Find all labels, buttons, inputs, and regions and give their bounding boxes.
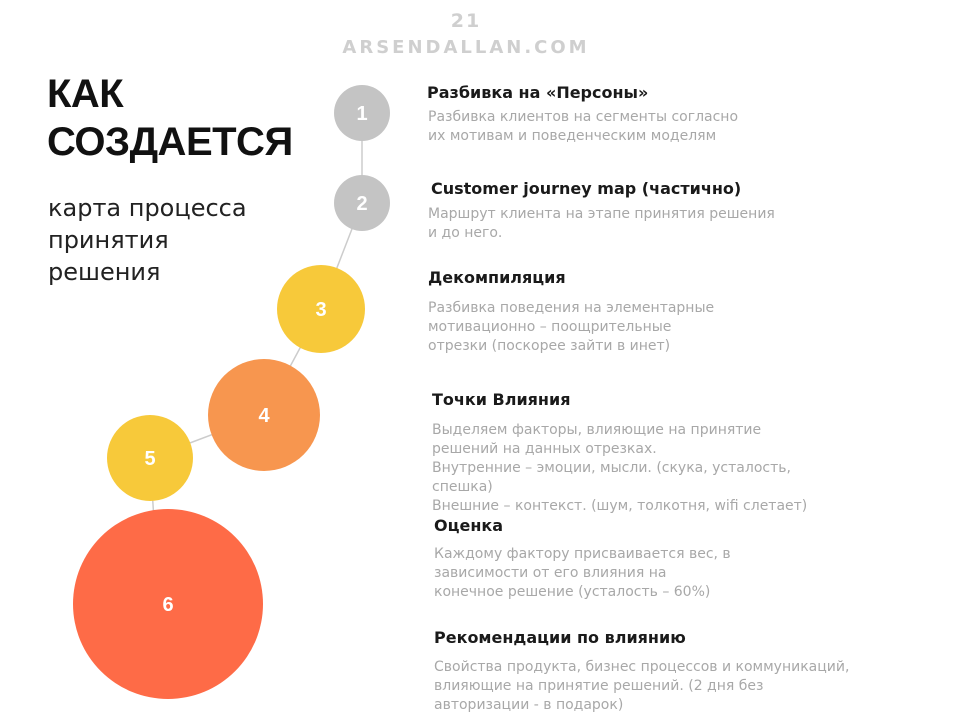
step-number: 1 xyxy=(356,103,368,125)
step-number: 3 xyxy=(315,299,327,321)
description-line: влияющие на принятие решений. (2 дня без xyxy=(434,678,764,694)
step-4-description xyxy=(432,421,807,516)
step-number: 2 xyxy=(356,193,368,215)
step-node-6 xyxy=(73,509,263,699)
description-line: их мотивам и поведенческим моделям xyxy=(428,128,717,144)
description-line: Маршрут клиента на этапе принятия решения xyxy=(428,206,775,222)
description-line: Выделяем факторы, влияющие на принятие xyxy=(432,422,762,438)
description-line: и до него. xyxy=(428,225,503,241)
step-4-heading: Точки Влияния xyxy=(432,390,571,409)
subtitle-line: карта процесса xyxy=(48,194,247,222)
step-node-2 xyxy=(334,175,390,231)
step-3-description xyxy=(428,299,714,356)
description-line: Внутренние – эмоции, мысли. (скука, усталость, xyxy=(432,460,791,476)
description-line: зависимости от его влияния на xyxy=(434,565,667,581)
description-line: Внешние – контекст. (шум, толкотня, wifi слетает) xyxy=(432,498,808,514)
step-5-heading: Оценка xyxy=(434,516,504,535)
description-line: Разбивка поведения на элементарные xyxy=(428,300,715,316)
subtitle-line: решения xyxy=(48,258,161,286)
step-1-description xyxy=(428,108,738,146)
step-2-heading: Customer journey map (частично) xyxy=(431,179,742,198)
description-line: Свойства продукта, бизнес процессов и коммуникаций, xyxy=(434,659,850,675)
site-url: ARSENDALLAN.COM xyxy=(342,37,590,58)
step-node-3 xyxy=(277,265,365,353)
description-line: отрезки (поскорее зайти в инет) xyxy=(428,338,671,354)
title-line: КАК xyxy=(47,72,124,116)
description-line: Каждому фактору присваивается вес, в xyxy=(434,546,731,562)
description-line: мотивационно – поощрительные xyxy=(428,319,672,335)
description-line: решений на данных отрезках. xyxy=(432,441,657,457)
step-number: 4 xyxy=(258,405,270,427)
title-line: СОЗДАЕТСЯ xyxy=(47,120,293,164)
step-6-heading: Рекомендации по влиянию xyxy=(434,628,686,647)
step-node-1 xyxy=(334,85,390,141)
step-number: 6 xyxy=(162,594,174,616)
step-number: 5 xyxy=(144,448,156,470)
subtitle-line: принятия xyxy=(48,226,169,254)
page-number: 21 xyxy=(450,10,482,32)
step-5-description xyxy=(434,545,731,602)
description-line: Разбивка клиентов на сегменты согласно xyxy=(428,109,739,125)
step-node-4 xyxy=(208,359,320,471)
step-6-description xyxy=(434,658,849,715)
step-2-description xyxy=(428,205,775,243)
step-3-heading: Декомпиляция xyxy=(428,268,566,287)
step-1-heading: Разбивка на «Персоны» xyxy=(427,83,649,102)
description-line: конечное решение (усталость – 60%) xyxy=(434,584,711,600)
description-line: спешка) xyxy=(432,479,493,495)
step-node-5 xyxy=(107,415,193,501)
description-line: авторизации - в подарок) xyxy=(434,697,624,713)
